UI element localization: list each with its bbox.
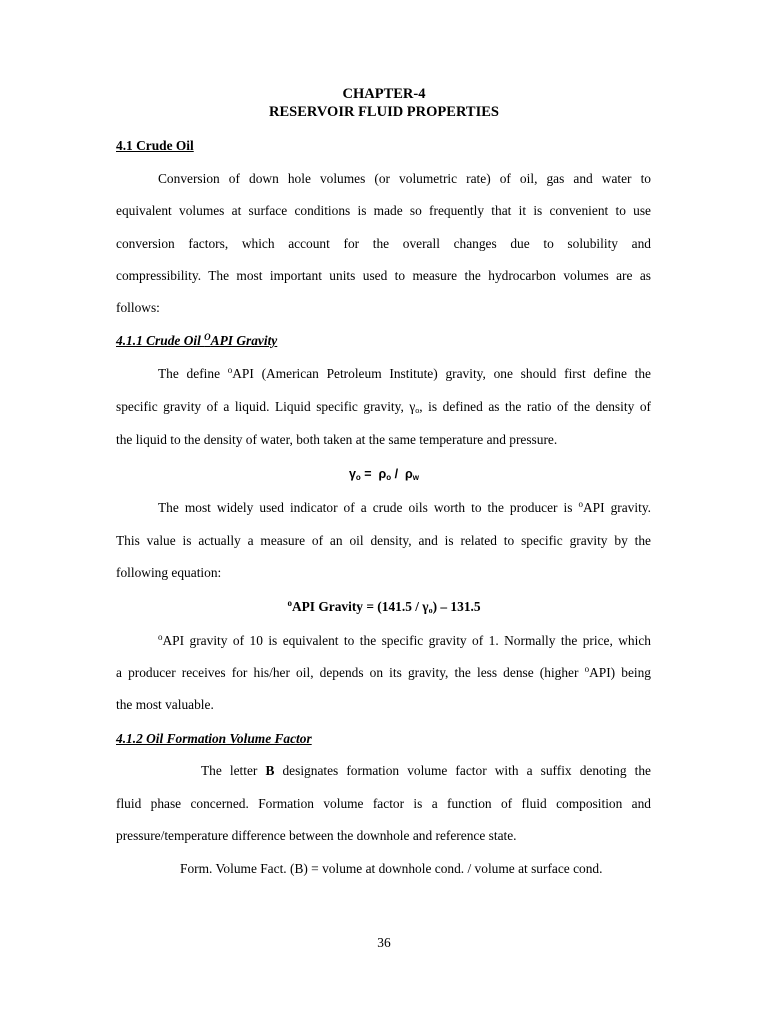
paragraph-line: conversion factors, which account for the overall changes due to solubility and xyxy=(116,236,651,251)
paragraph-line: specific gravity of a liquid. Liquid specific gravity, $\gamma_o$, is defined as the ratio of the density of xyxy=(116,399,651,415)
chapter-label: CHAPTER-4 xyxy=(342,86,426,102)
paragraph-line: The most widely used indicator of a crude oils worth to the producer is $^o$API gravity. xyxy=(158,499,651,515)
chapter-title: RESERVOIR FLUID PROPERTIES xyxy=(269,104,499,120)
paragraph-line: the most valuable. xyxy=(116,697,214,712)
paragraph-line: $^o$API gravity of 10 is equivalent to the specific gravity of 1. Normally the price, which xyxy=(158,632,651,648)
paragraph-line: a producer receives for his/her oil, depends on its gravity, the less dense (higher $^o$API) being xyxy=(116,664,652,680)
equation-specific-gravity: $\gamma_o = \rho_o / \rho_w$ xyxy=(348,467,420,482)
paragraph-line: pressure/temperature difference between the downhole and reference state. xyxy=(116,828,517,843)
paragraph-line: equivalent volumes at surface conditions is made so frequently that it is convenient to use xyxy=(116,203,651,218)
paragraph-line: The letter B designates formation volume factor with a suffix denoting the xyxy=(201,763,651,778)
paragraph-line: This value is actually a measure of an oil density, and is related to specific gravity by the xyxy=(116,533,651,548)
formula-line: Form. Volume Fact. (B) = volume at downhole cond. / volume at surface cond. xyxy=(180,861,603,876)
paragraph-line: following equation: xyxy=(116,565,222,580)
paragraph-line: fluid phase concerned. Formation volume factor is a function of fluid composition and xyxy=(116,796,651,811)
paragraph-line: The define $^o$API (American Petroleum Institute) gravity, one should first define the xyxy=(158,365,651,381)
paragraph-line: Conversion of down hole volumes (or volumetric rate) of oil, gas and water to xyxy=(158,171,651,186)
page-number: 36 xyxy=(377,935,391,950)
section-heading-4-1-1: 4.1.1 Crude Oil $^O$API Gravity xyxy=(116,332,278,348)
equation-api-gravity: $^o$API Gravity = $(141.5 / \gamma_o) - 131.5$ xyxy=(287,598,481,615)
paragraph-line: the liquid to the density of water, both taken at the same temperature and pressure. xyxy=(116,432,558,447)
section-heading-4-1-2: 4.1.2 Oil Formation Volume Factor xyxy=(116,731,312,746)
paragraph-line: follows: xyxy=(116,300,160,315)
paragraph-line: compressibility. The most important units used to measure the hydrocarbon volumes are as xyxy=(116,268,651,283)
section-heading-4-1: 4.1 Crude Oil xyxy=(116,138,194,153)
